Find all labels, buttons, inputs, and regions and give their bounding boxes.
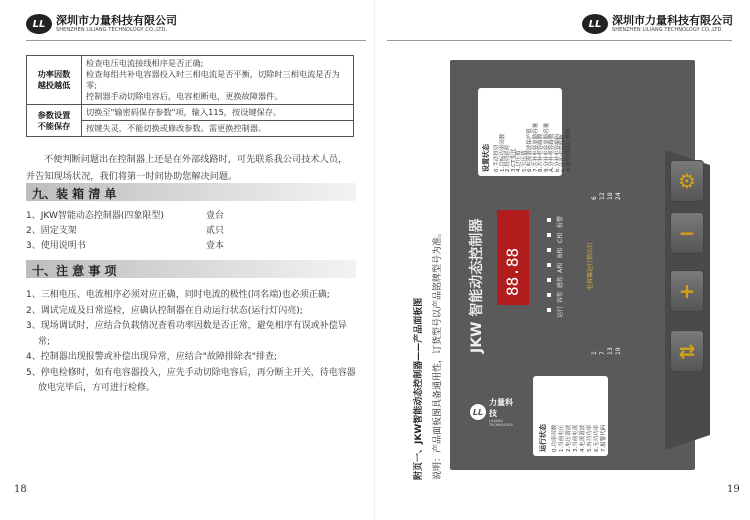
set-status-item: 5.欠压值: [521, 150, 528, 172]
status-led-label: 容性: [557, 290, 564, 303]
fault-detail: 切换至"输密码保存参数"项，输入115，按设键保存。: [82, 105, 354, 121]
section-heading-packing: 九、装 箱 清 单: [26, 183, 356, 201]
status-led: [547, 248, 551, 252]
list-item: 2、调试完成及日常巡检，应确认控制器在自动运行状态(运行灯闪亮);: [26, 305, 303, 316]
fault-detail: 检查电压电流接线相序是否正确; 检查每组共补电容器投入时三相电流是否平衡，切除时三相电流是否为零; 控制器手动切除电容后，电容柜断电，更换故障器件。: [82, 56, 354, 105]
set-button[interactable]: ⚙: [670, 160, 704, 202]
run-status-item: 3.当前电流: [573, 424, 579, 452]
header-rule: [26, 40, 366, 41]
capacitor-number: 12: [599, 192, 606, 200]
status-led: [547, 293, 551, 297]
fault-header: 功率因数 越投越低: [27, 56, 82, 105]
panel-logo: LL: [470, 404, 486, 420]
page-header: [26, 14, 177, 34]
packing-list: [26, 209, 224, 254]
capacitor-number: 18: [607, 192, 614, 200]
status-led: [547, 278, 551, 282]
company-name-en: SHENZHEN LILIANG TECHNOLOGY CO.,LTD.: [56, 27, 168, 33]
header-rule: [387, 40, 732, 41]
status-led-label: 感性: [557, 275, 564, 288]
status-led-label: 报警: [557, 215, 564, 228]
page-header: [582, 14, 733, 34]
table-row: [27, 56, 354, 105]
set-status-item: 9.分补电容单路容量: [543, 122, 550, 172]
run-status-item: 5.有功功率: [587, 424, 593, 452]
capacitor-number: 1: [591, 351, 598, 355]
appendix-caption: 附页一、JKW智能动态控制器——产品面板图: [414, 297, 424, 480]
capacitor-number: 13: [607, 347, 614, 355]
list-item: 5、停电检修时，如有电容器投入，应先手动切除电容后，再分断主开关，待电容器放电完毕后，方可进行检修。: [26, 367, 356, 393]
run-status-item: 2.电压谐波: [566, 424, 572, 452]
company-name-cn: 深圳市力量科技有限公司: [612, 14, 733, 27]
list-item: 4、控制器出现报警或补偿出现异常，应结合"故障排除表"排查;: [26, 352, 278, 362]
list-item: 1、三相电压、电流相序必须对应正确，同时电流的极性(同名端)也必须正确;: [26, 290, 330, 300]
set-status-item: d.输密码保存参数: [565, 128, 572, 172]
run-status-item: 4.电流谐波: [580, 424, 586, 452]
set-status-item: 6.电流谐波保护值: [527, 128, 533, 172]
run-status-item: 1.当前电压: [559, 424, 565, 452]
page-number: 19: [727, 484, 740, 495]
status-led: [547, 218, 551, 222]
fault-table: [26, 55, 354, 137]
capacitor-number: 6: [591, 196, 598, 200]
right-page: [375, 0, 750, 520]
status-led-label: B相: [557, 247, 564, 258]
brand-en: LILIANG TECHNOLOGY: [488, 419, 514, 427]
notes-list: [26, 288, 358, 397]
run-status-label: 运行状态: [539, 424, 547, 452]
status-led: [547, 263, 551, 267]
appendix-note: 说明：产品面板图具备通用性，订货型号以产品铭牌型号为准。: [433, 227, 443, 480]
list-item: 3、使用说明书 壹本: [26, 241, 225, 251]
set-status-item: b.分补电容编码: [554, 133, 561, 172]
company-name-cn: 深圳市力量科技有限公司: [56, 14, 177, 27]
fault-header: 参数设置 不能保存: [27, 105, 82, 137]
set-status-item: 3.CT变比: [510, 148, 517, 172]
capacitor-number: 24: [615, 192, 622, 200]
table-row: [27, 105, 354, 121]
status-led-label: 运行: [557, 305, 564, 318]
set-status-item: 0.手动投切: [494, 144, 500, 172]
run-status-item: 0.功率因数: [552, 424, 558, 452]
set-status-item: A.分补电容路数: [549, 133, 555, 172]
set-status-item: 1.目标功率因数: [499, 133, 506, 172]
run-status-item: 6.无功功率: [594, 424, 600, 452]
support-paragraph: 不便判断问题出在控制器上还是在外部线路时，可先联系我公司技术人员，并告知现场状况，我们将第一时间协助您解决问题。: [26, 154, 348, 182]
capacitor-number: 7: [599, 351, 606, 355]
minus-button[interactable]: −: [670, 212, 704, 254]
fault-detail: 按键失灵，不能切换或修改参数。需更换控制器。: [82, 121, 354, 137]
set-status-item: c.分补电容路数: [560, 134, 566, 172]
lcd-digits: 88.88: [503, 247, 522, 296]
list-item: 3、现场调试时，应结合负载情况查看功率因数是否正常，避免相序有误或补偿异常;: [26, 321, 347, 347]
section-heading-notes: 十、注 意 事 项: [26, 260, 356, 278]
panel-title: JKW 智能动态控制器: [469, 218, 485, 353]
status-led-label: A相: [557, 262, 564, 273]
set-status-item: 7.共补电容单路容量: [532, 122, 539, 172]
list-item: 2、固定支架 贰只: [26, 226, 225, 236]
status-led: [547, 308, 551, 312]
set-status-label: 设置状态: [482, 144, 490, 172]
company-name-en: SHENZHEN LILIANG TECHNOLOGY CO.,LTD.: [612, 27, 724, 33]
brand-cn: 力量科技: [488, 398, 513, 418]
set-status-item: 8.共补电容路数: [538, 133, 544, 172]
status-led: [547, 233, 551, 237]
panel-brand: [470, 398, 520, 426]
company-logo: LL: [26, 14, 52, 34]
capacitor-number: 19: [615, 347, 622, 355]
capacitor-indicator-label: 电容器运行指示灯: [587, 241, 594, 290]
page-number: 18: [14, 484, 27, 495]
company-logo: LL: [582, 14, 608, 34]
switch-button[interactable]: ⇄: [670, 330, 704, 372]
set-status-item: 2.投切延时: [505, 144, 511, 172]
list-item: 1、JKW智能动态控制器(四象限型) 壹台: [26, 211, 225, 221]
status-led-label: C相: [557, 232, 564, 243]
set-status-item: 4.过压值: [516, 150, 522, 172]
run-status-item: 7.报警代码: [601, 424, 607, 452]
plus-button[interactable]: +: [670, 270, 704, 312]
